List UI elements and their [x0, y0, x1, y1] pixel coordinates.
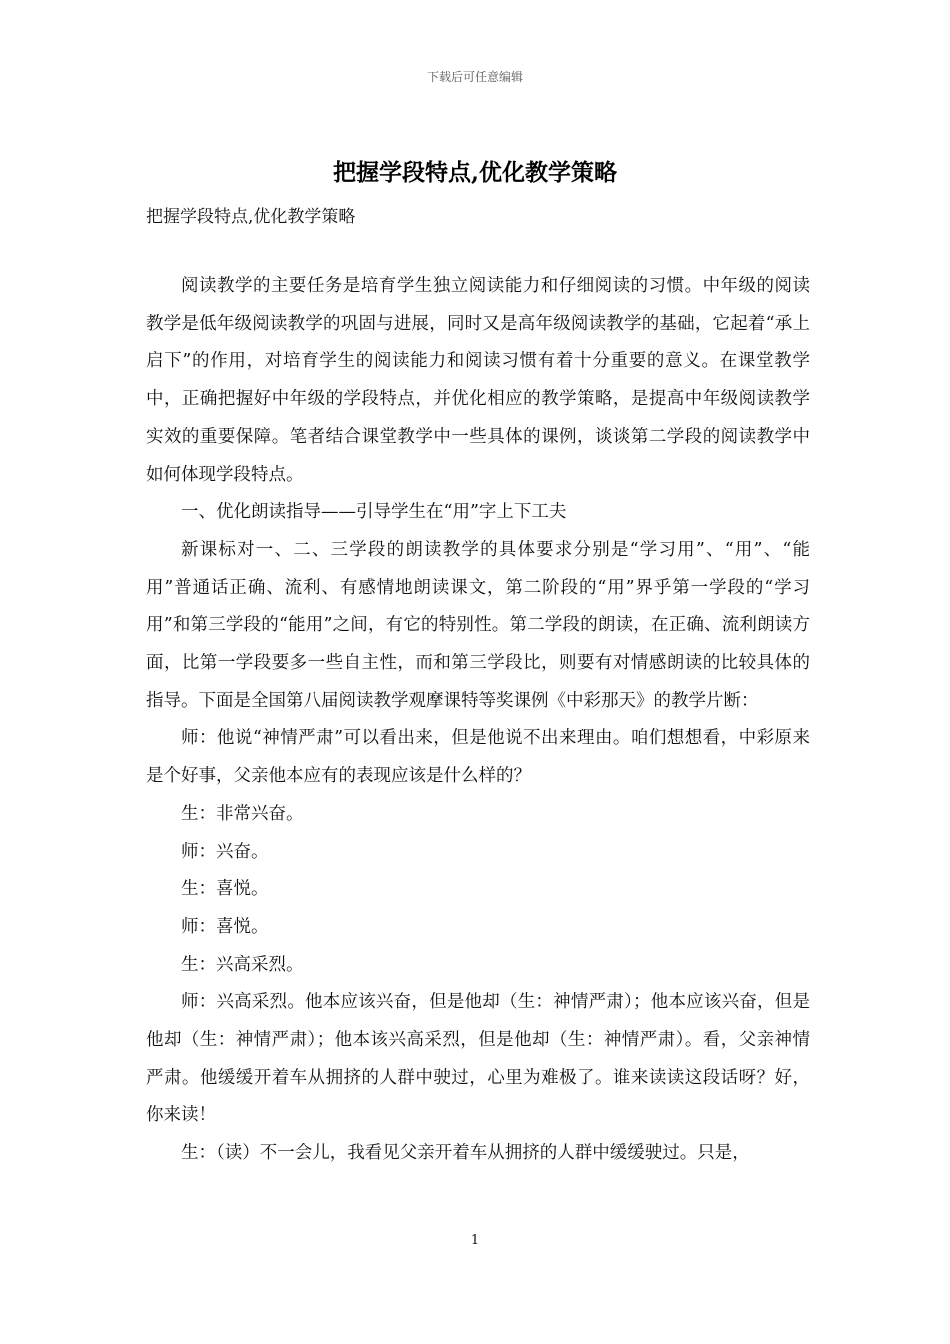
page-number: 1 [470, 1233, 480, 1248]
dialogue-line: 师：兴奋。 [181, 841, 269, 862]
document-title: 把握学段特点,优化教学策略 [332, 159, 617, 186]
dialogue-line: 生：喜悦。 [181, 879, 269, 900]
dialogue-line: 师：喜悦。 [181, 916, 269, 937]
document-subtitle: 把握学段特点,优化教学策略 [146, 207, 356, 227]
dialogue-line: 生：兴高采烈。 [181, 954, 304, 975]
dialogue-line: 生：（读）不一会儿，我看见父亲开着车从拥挤的人群中缓缓驶过。只是， [181, 1143, 750, 1164]
paragraph: 阅读教学的主要任务是培育学生独立阅读能力和仔细阅读的习惯。中年级的阅读教学是低年级阅读教学的巩固与进展，同时又是高年级阅读教学的基础，它起着“承上启下”的作用，对培育学生的阅读能力和阅读习惯有着十分重要的意义。在课堂教学中，正确把握好中年级的学段特点，并优化相应的教学策略，是提高中年级阅读教学实效的重要保障。笔者结合课堂教学中一些具体的课例，谈谈第二学段的阅读教学中如何体现学段特点。 [146, 276, 810, 485]
body-text [146, 268, 810, 1173]
paragraph: 新课标对一、二、三学段的朗读教学的具体要求分别是“学习用”、“用”、“能用”普通话正确、流利、有感情地朗读课文，第二阶段的“用”界乎第一学段的“学习用”和第三学段的“能用”之间，有它的特别性。第二学段的朗读，在正确、流利朗读方面，比第一学段要多一些自主性，而和第三学段比，则要有对情感朗读的比较具体的指导。下面是全国第八届阅读教学观摩课特等奖课例《中彩那天》的教学片断： [146, 539, 810, 711]
dialogue-line: 师：兴高采烈。他本应该兴奋，但是他却（生：神情严肃）；他本应该兴奋，但是他却（生：神情严肃）；他本该兴高采烈，但是他却（生：神情严肃）。看，父亲神情严肃。他缓缓开着车从拥挤的人群中驶过，心里为难极了。谁来读读这段话呀？好，你来读！ [146, 992, 810, 1126]
page-header: 下载后可任意编辑 [426, 70, 523, 84]
dialogue-line: 师：他说“神情严肃”可以看出来，但是他说不出来理由。咱们想想看，中彩原来是个好事，父亲他本应有的表现应该是什么样的？ [146, 728, 810, 787]
dialogue-line: 生：非常兴奋。 [181, 803, 304, 824]
section-heading: 一、优化朗读指导——引导学生在“用”字上下工夫 [181, 502, 567, 523]
